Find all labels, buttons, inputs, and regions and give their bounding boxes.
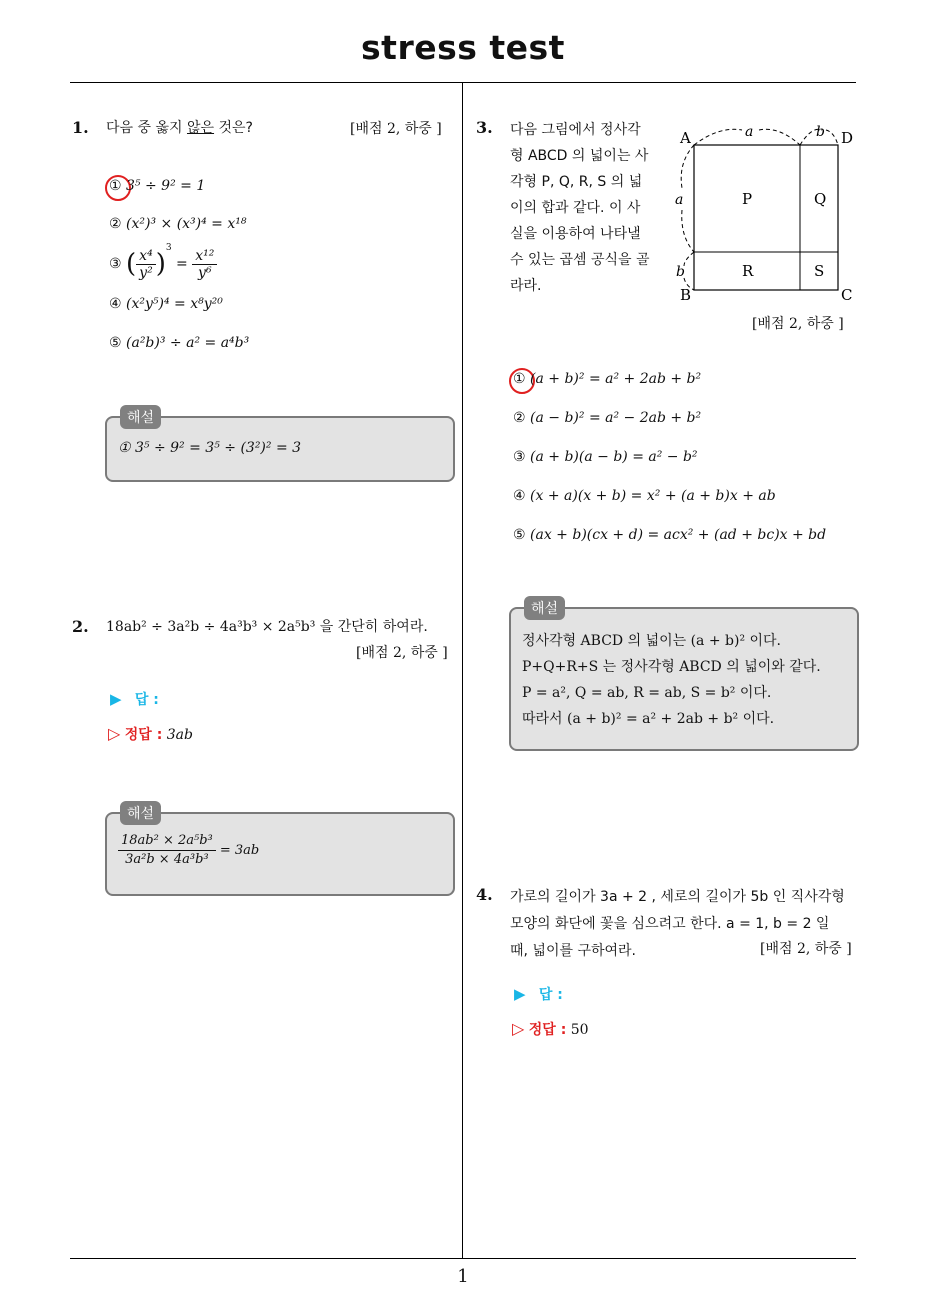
q3-choice-5[interactable] [513,527,826,543]
q3-side-label: b [676,264,685,280]
q2-answer-arrow-icon: ▶ [110,690,122,708]
page-title: stress test [361,28,565,67]
q2-answer-label: 답 : [134,692,159,708]
q2-correct-label: 정답 : [124,727,163,743]
q1-choice-3-lhs-exp: 3 [165,243,172,253]
q1-choice-1[interactable] [109,178,205,194]
q3-choice-2-expr: (a − b)² = a² − 2ab + b² [530,410,702,426]
q1-choice-3-lhs-num: x⁴ [136,248,156,265]
q3-choice-4-mark: ④ [513,488,526,504]
q2-explanation-num: 18ab² × 2a⁵b³ [118,832,216,851]
q4-correct-arrow-icon: ▷ [512,1019,525,1038]
q2-score: [배점 2, 하중 ] [356,645,448,661]
q3-stem-line: 실을 이용하여 나타낼 [510,226,641,242]
q2-explanation-tag: 해설 [120,801,161,825]
q1-choice-1-expr: 3⁵ ÷ 9² = 1 [126,178,206,194]
q1-explanation-tag: 해설 [120,405,161,429]
q3-choice-3-expr: (a + b)(a − b) = a² − b² [530,449,698,465]
q3-choice-1-mark: ① [513,371,526,387]
q4-correct-row [512,1019,589,1040]
q3-score: [배점 2, 하중 ] [752,316,844,332]
q1-score: [배점 2, 하중 ] [350,121,442,137]
q1-stem-prefix: 다음 중 옳지 [106,120,187,136]
q4-number: 4. [476,885,493,904]
q3-region-label: P [742,190,753,208]
q3-number: 3. [476,118,493,137]
q3-explanation-line: P = a², Q = ab, R = ab, S = b² 이다. [522,685,772,701]
q3-choice-5-expr: (ax + b)(cx + d) = acx² + (ad + bc)x + bd [530,527,827,543]
q2-explanation-rhs: = 3ab [219,843,260,858]
q2-number: 2. [72,617,89,636]
q1-choice-3[interactable]: ③ ( $\frac{\text{x⁴}}{\text{y²}}$ )$^3$ = $\frac{\text{x¹²}}{\text{y⁶}}$ [109,243,217,281]
q4-stem-line: 가로의 길이가 3a + 2 , 세로의 길이가 5b 인 직사각형 [510,889,845,905]
q1-choice-3-lhs-den: y² [139,264,153,281]
q3-corner-label: A [680,129,691,147]
q3-stem-line: 이의 합과 같다. 이 사 [510,200,641,216]
q1-choice-3-mark: ③ [109,256,122,272]
q3-brace-top-b2 [826,130,838,145]
q3-square-figure [664,118,864,308]
q3-stem-line: 다음 그림에서 정사각 [510,122,641,138]
q3-explanation-line: 따라서 (a + b)² = a² + 2ab + b² 이다. [522,711,775,727]
q3-region-label: Q [814,190,827,208]
q3-region-label: R [742,262,754,280]
q4-score: [배점 2, 하중 ] [760,941,852,957]
q4-stem-line: 때, 넓이를 구하여라. [510,943,636,959]
q4-answer-label: 답 : [538,987,563,1003]
q1-stem [106,118,253,138]
q1-choice-5[interactable] [109,335,249,351]
footer-rule [70,1258,856,1259]
q2-stem: 18ab² ÷ 3a²b ÷ 4a³b³ × 2a⁵b³ 을 간단히 하여라. [106,619,428,635]
q1-choice-1-mark: ① [109,178,122,194]
q3-stem-line: 각형 P, Q, R, S 의 넓 [510,174,643,190]
q1-choice-2[interactable] [109,216,247,232]
q1-choice-4[interactable] [109,296,223,312]
q1-choice-3-rhs-den: y⁶ [198,264,212,281]
q4-answer-arrow-icon: ▶ [514,985,526,1003]
q2-correct-value: 3ab [166,727,193,743]
q3-explanation-tag: 해설 [524,596,565,620]
q3-choice-1[interactable] [513,371,701,387]
q3-brace-left-a2 [682,210,694,252]
q3-brace-left-a [681,145,694,188]
q1-stem-underlined: 않은 [186,120,215,136]
q3-explanation-line: P+Q+R+S 는 정사각형 ABCD 의 넓이와 같다. [522,659,821,675]
q3-stem [510,117,650,299]
q1-choice-3-rhs-num: x¹² [192,248,217,265]
q2-explanation-den: 3a²b × 4a³b³ [125,852,209,867]
q1-choice-2-mark: ② [109,216,122,232]
q3-explanation-line: 정사각형 ABCD 의 넓이는 (a + b)² 이다. [522,633,782,649]
q3-side-label: a [675,192,684,208]
q4-correct-value: 50 [570,1022,589,1038]
q3-stem-line: 수 있는 곱셈 공식을 골 [510,252,650,268]
q1-choice-5-mark: ⑤ [109,335,122,351]
q1-number: 1. [72,118,89,137]
q1-choice-4-mark: ④ [109,296,122,312]
q4-stem-line: 모양의 화단에 꽃을 심으려고 한다. a = 1, b = 2 일 [510,916,830,932]
q3-stem-line: 라라. [510,278,542,294]
q3-brace-left-b [684,252,694,266]
header-rule [70,82,856,83]
column-divider [462,83,463,1259]
q3-choice-3-mark: ③ [513,449,526,465]
q3-choice-1-expr: (a + b)² = a² + 2ab + b² [530,371,702,387]
q2-explanation-text [118,832,259,869]
q3-corner-label: B [680,286,692,304]
q3-side-label: a [745,124,754,140]
q3-choice-5-mark: ⑤ [513,527,526,543]
q1-choice-5-expr: (a²b)³ ÷ a² = a⁴b³ [126,335,250,351]
q3-choice-3[interactable] [513,449,698,465]
q3-choice-4[interactable] [513,488,776,504]
q1-choice-2-expr: (x²)³ × (x³)⁴ = x¹⁸ [126,216,247,232]
q3-stem-line: 형 ABCD 의 넓이는 사 [510,148,649,164]
q3-choice-2-mark: ② [513,410,526,426]
q3-brace-top-a2 [759,129,800,145]
q1-choice-4-expr: (x²y⁵)⁴ = x⁸y²⁰ [126,296,223,312]
q3-region-label: S [814,262,825,280]
q1-stem-suffix: 것은? [214,120,253,136]
q2-correct-arrow-icon: ▷ [108,724,121,743]
q3-corner-label: D [841,129,854,147]
q3-explanation-text [522,628,821,732]
q3-side-label: b [816,124,825,140]
q2-answer-row [110,689,159,710]
q4-correct-label: 정답 : [528,1022,567,1038]
q3-brace-top-a [694,129,742,145]
q3-choice-2[interactable] [513,410,701,426]
q3-choice-4-expr: (x + a)(x + b) = x² + (a + b)x + ab [530,488,776,504]
q2-correct-row [108,724,193,745]
q4-answer-row [514,984,563,1005]
q3-corner-label: C [841,286,853,304]
page-number: 1 [457,1266,469,1287]
q1-explanation-text: ① 3⁵ ÷ 9² = 3⁵ ÷ (3²)² = 3 [118,440,302,456]
